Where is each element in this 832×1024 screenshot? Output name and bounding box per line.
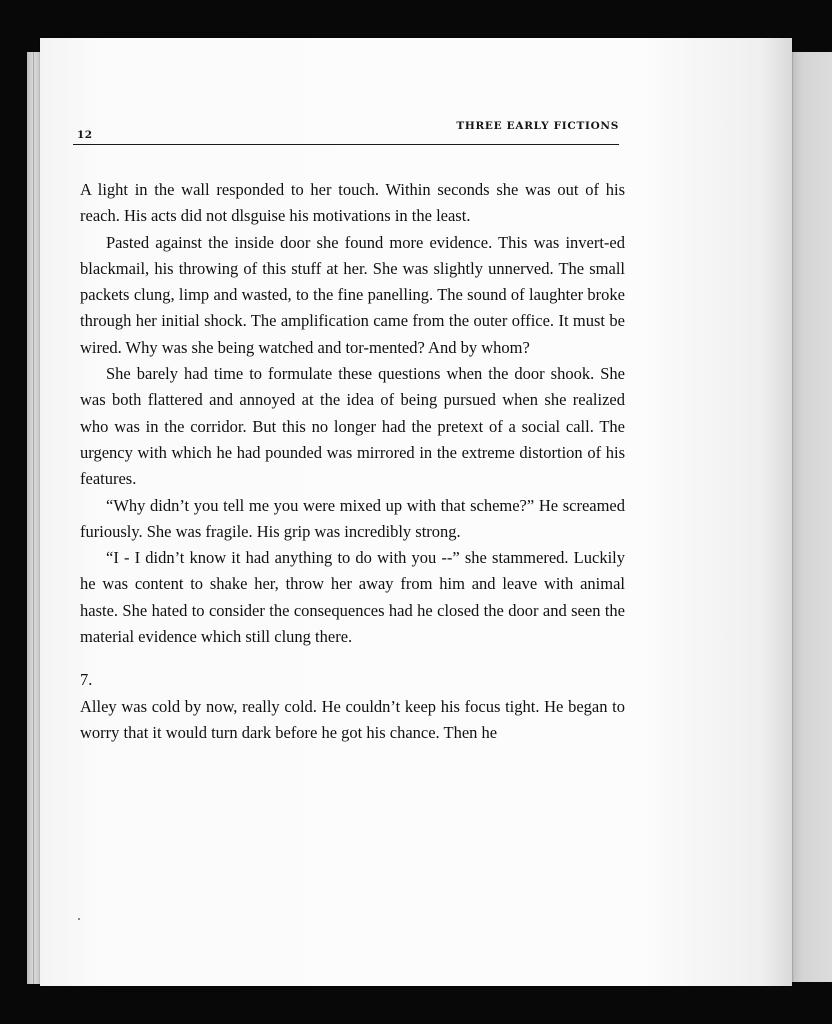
running-header (73, 116, 619, 145)
paragraph: Pasted against the inside door she found more evidence. This was invert-ed blackmail, his throwing of this stuff at her. She was slightly unnerved. The small packets clung, limp and wasted, to the fine panelling. The sound of laughter broke through her initial shock. The amplification came from the outer office. It must be wired. Why was she being watched and tor-mented? And by whom? (80, 232, 625, 357)
page-number: 12 (77, 129, 93, 141)
paragraph: Alley was cold by now, really cold. He couldn’t keep his focus tight. He began to worry that it would turn dark before he got his chance. Then he (80, 696, 625, 742)
paper-speck (78, 918, 80, 920)
paragraph: “I - I didn’t know it had anything to do with you --” she stammered. Luckily he was content to shake her, throw her away from him and leave with animal haste. She hated to consider the consequences had he closed the door and seen the material evidence which still clung there. (80, 548, 625, 647)
body-text (80, 177, 625, 746)
paragraph: “Why didn’t you tell me you were mixed up with that scheme?” He screamed furiously. She was fragile. His grip was incredibly strong. (80, 495, 625, 541)
running-title: THREE EARLY FICTIONS (456, 120, 619, 132)
section-number: 7. (80, 670, 93, 690)
paragraph: She barely had time to formulate these questions when the door shook. She was both flattered and annoyed at the idea of being pursued when she realized who was in the corridor. But this no longer had the pretext of a social call. The urgency with which he had pounded was mirrored in the extreme distortion of his features. (80, 364, 625, 489)
facing-page (786, 52, 832, 982)
paragraph: A light in the wall responded to her touch. Within seconds she was out of his reach. His acts did not dlsguise his motivations in the least. (80, 180, 625, 226)
